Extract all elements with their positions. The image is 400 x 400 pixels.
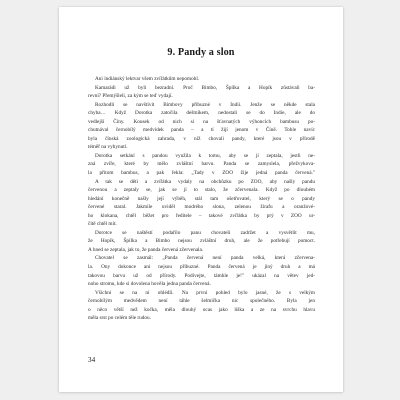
text-line: čitě chtěl mít. bbox=[88, 221, 117, 228]
text-line: takovou barvu už od přírody. Podívejte, támhle je!" ukázal na větev jed- bbox=[88, 272, 315, 279]
text-line: la přitom bambus, a pak řekla: „Tady v ZOO žije jedná panda červená." bbox=[88, 170, 315, 177]
text-line: vedlejší Číny. Kousek od nich si na šťavnatých výhoncích bambusu po- bbox=[88, 118, 315, 125]
text-line: Chovatel se zasmál: „Panda červená není panda velká, která zčervena- bbox=[95, 255, 315, 262]
text-line: téměř na vyhynutí. bbox=[88, 144, 128, 151]
text-line: černobílým medvědem není táhle šelmička nic společného. Byla jen bbox=[88, 298, 315, 305]
chapter-title: 9. Pandy a slon bbox=[167, 47, 235, 58]
text-line: Ani indiánský lektvar všem zvířátkům nepomohl. bbox=[95, 76, 200, 82]
text-line: zná zvíře, které by mělo zvláštní barvu. Panda se zamyslela, přežvykova- bbox=[88, 161, 315, 168]
text-line: Dorotce se naštěstí podařilo panu chovateli zadržet a vysvětlit mu, bbox=[95, 229, 315, 236]
text-line: byla čínská zoologická zahrada, v níž chovali pandy, které jsou v přírodě bbox=[88, 135, 315, 142]
text-line: Kamarádi už byli bezradní. Proč Bimbo, Špílka a Hopík zůstávali ba- bbox=[95, 84, 315, 91]
text-line: chyba… Když Dorotka zatočila deštníkem, nedostali se do Indie, ale do bbox=[88, 110, 315, 117]
text-line: revní? Přemýšleli, za kým se teď vydají. bbox=[88, 93, 173, 100]
text-line: měla srst po celém těle rudou. bbox=[88, 315, 151, 322]
text-line: Dorotka setkání s pandou využila k tomu, aby se jí zeptala, jestli ne- bbox=[95, 152, 315, 159]
text-line: chutnával černobílý medvídek panda – a tí žijí jenom v Číně. Tohle navíc bbox=[88, 127, 315, 134]
text-line: o něco větší než kočka, měla dlouhý ocas jako liška a ze na svrchu hlavu bbox=[88, 306, 315, 313]
page-number: 34 bbox=[88, 356, 96, 364]
text-line: la. Ony dokonce ani nejsou příbuzné. Panda červená je jiný druh a má bbox=[88, 264, 315, 271]
body-text bbox=[88, 75, 315, 323]
text-line: že Hopík, Špílka a Bimbo nejsou zvláštní druh, ale že potřebují pomoct. bbox=[88, 238, 315, 245]
text-line: ho klokana, chtěl běžet pro ředitele – takové zvířátka by prý v ZOO ur- bbox=[88, 212, 315, 219]
text-line: červené staral. Jakmile uviděl modrého slona, zelenou žirafu a oranžové- bbox=[88, 204, 315, 211]
text-line: Rozhodli se navštívit Bimbovy příbuzné v Indii. Jenže se někde stala bbox=[95, 101, 315, 108]
text-line: noho stromu, kde si dovolena hověla jedna panda červená. bbox=[88, 281, 211, 288]
text-line: hledání konečně našly její výběh, stál tam ošetřovatel, který se o pandy bbox=[88, 195, 315, 202]
book-page bbox=[59, 7, 343, 392]
text-line: červenou a zeptaly se, jak se jí to stalo, že zčervenala. Když po dlouhém bbox=[88, 187, 315, 194]
text-line: Všichni se na ni ohlédli. Na první pohled bylo jasné, že s velkým bbox=[95, 289, 315, 296]
text-line: A tak se děti a zvířátka vydaly na obchůzku po ZOO, aby našly pandu bbox=[95, 178, 315, 185]
text-line: A hned se zeptala, jak to, že panda červená zčervenala. bbox=[88, 246, 204, 253]
